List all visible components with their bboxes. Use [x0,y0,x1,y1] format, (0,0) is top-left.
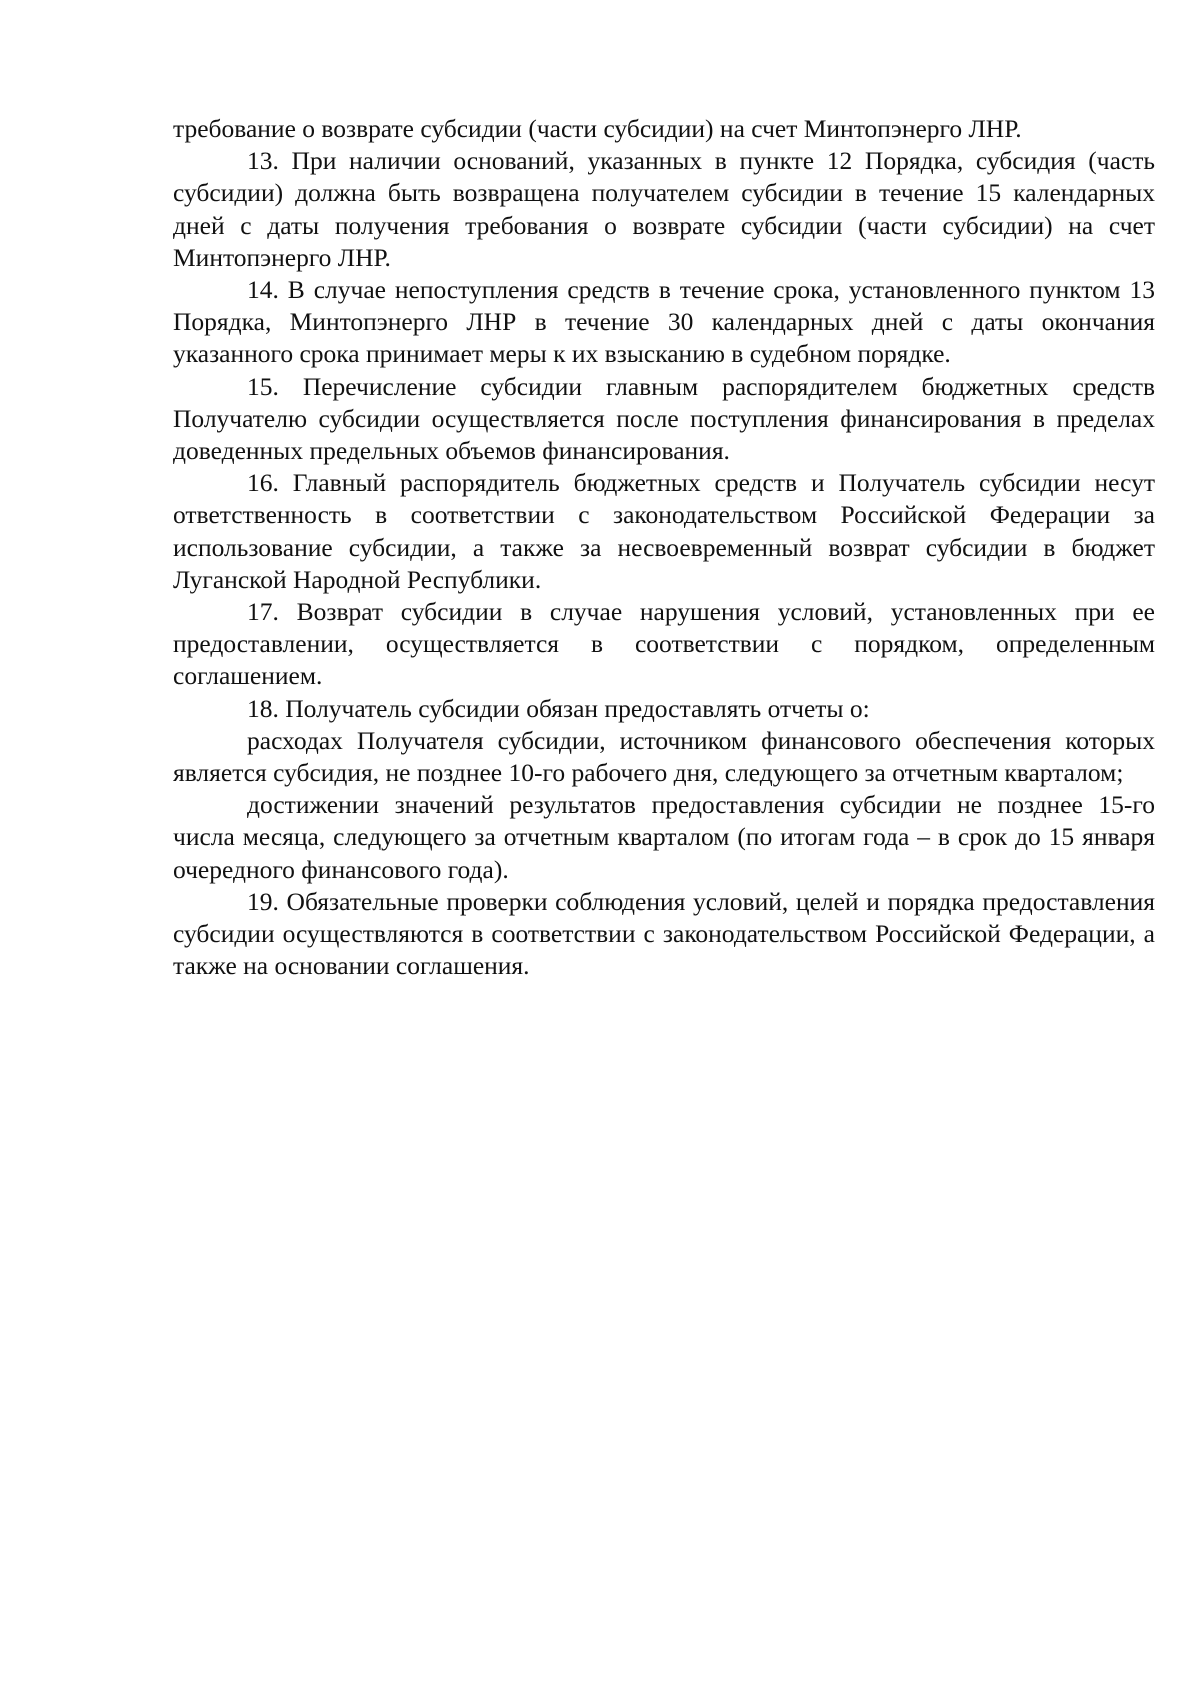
paragraph-item-14: 14. В случае непоступления средств в течение срока, установленного пунктом 13 Порядка, Минтопэнерго ЛНР в течение 30 календарных дней с даты окончания указанного срока принимает меры к их взысканию в судебном порядке. [173,275,1155,369]
paragraph-continuation: требование о возврате субсидии (части субсидии) на счет Минтопэнерго ЛНР. [173,114,1022,143]
document-body [173,113,1155,982]
paragraph-item-18: 18. Получатель субсидии обязан предоставлять отчеты о: [247,693,870,723]
paragraph-item-15: 15. Перечисление субсидии главным распорядителем бюджетных средств Получателю субсидии осуществляется после поступления финансирования в пределах доведенных предельных объемов финансирования. [173,371,1155,466]
paragraph-item-18-expenses: расходах Получателя субсидии, источником финансового обеспечения которых является субсидия, не позднее 10-го рабочего дня, следующего за отчетным кварталом; [173,725,1155,788]
paragraph-item-16: 16. Главный распорядитель бюджетных средств и Получатель субсидии несут ответственность в соответствии с законодательством Российской Федерации за использование субсидии, а также за несвоевременный возврат субсидии в бюджет Луганской Народной Республики. [173,468,1155,594]
paragraph-item-19: 19. Обязательные проверки соблюдения условий, целей и порядка предоставления субсидии осуществляются в соответствии с законодательством Российской Федерации, а также на основании соглашения. [173,886,1155,981]
paragraph-item-13: 13. При наличии оснований, указанных в пункте 12 Порядка, субсидия (часть субсидии) должна быть возвращена получателем субсидии в течение 15 календарных дней с даты получения требования о возврате субсидии (части субсидии) на счет Минтопэнерго ЛНР. [173,146,1155,272]
paragraph-item-17: 17. Возврат субсидии в случае нарушения условий, установленных при ее предоставлении, осуществляется в соответствии с порядком, определенным соглашением. [173,597,1155,691]
paragraph-item-18-results: достижении значений результатов предоставления субсидии не позднее 15-го числа месяца, следующего за отчетным кварталом (по итогам года – в срок до 15 января очередного финансового года). [173,790,1155,884]
